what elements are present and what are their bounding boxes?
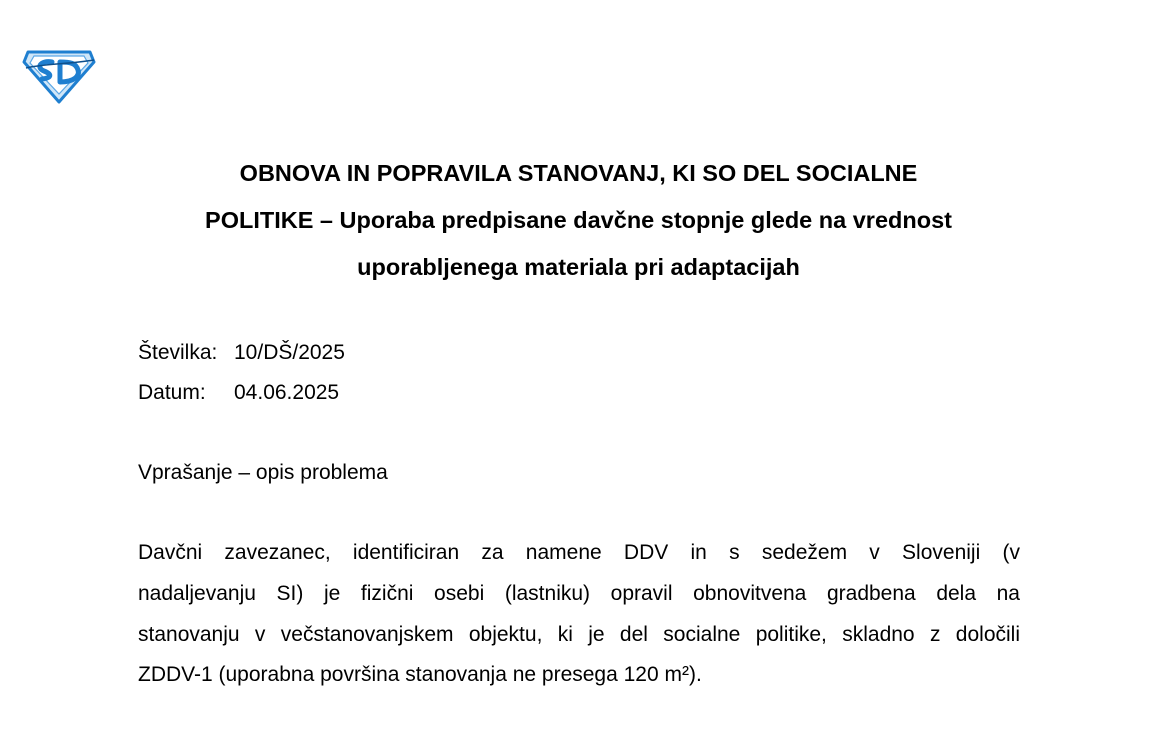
body-line-2: nadaljevanju SI) je fizični osebi (lastniku) opravil obnovitvena gradbena dela na — [138, 582, 1020, 605]
document-title — [120, 150, 1037, 291]
document-number-label: Številka: — [138, 341, 218, 364]
section-heading: Vprašanje – opis problema — [138, 461, 388, 484]
body-line-1: Davčni zavezanec, identificiran za namene DDV in s sedežem v Sloveniji (v — [138, 541, 1020, 564]
title-line-2: POLITIKE – Uporaba predpisane davčne stopnje glede na vrednost — [205, 207, 952, 233]
body-line-4: ZDDV-1 (uporabna površina stanovanja ne presega 120 m²). — [138, 663, 702, 686]
document-date-value: 04.06.2025 — [234, 381, 340, 404]
title-line-3: uporabljenega materiala pri adaptacijah — [357, 254, 800, 280]
body-line-3: stanovanju v večstanovanjskem objektu, ki je del socialne politike, skladno z določili — [138, 623, 1020, 646]
document-date-label: Datum: — [138, 381, 206, 404]
document-number-row — [138, 340, 345, 366]
sd-shield-logo-icon — [22, 48, 96, 104]
title-line-1: OBNOVA IN POPRAVILA STANOVANJ, KI SO DEL SOCIALNE — [239, 160, 918, 186]
document-number-value: 10/DŠ/2025 — [234, 341, 345, 364]
document-date-row — [138, 380, 340, 406]
